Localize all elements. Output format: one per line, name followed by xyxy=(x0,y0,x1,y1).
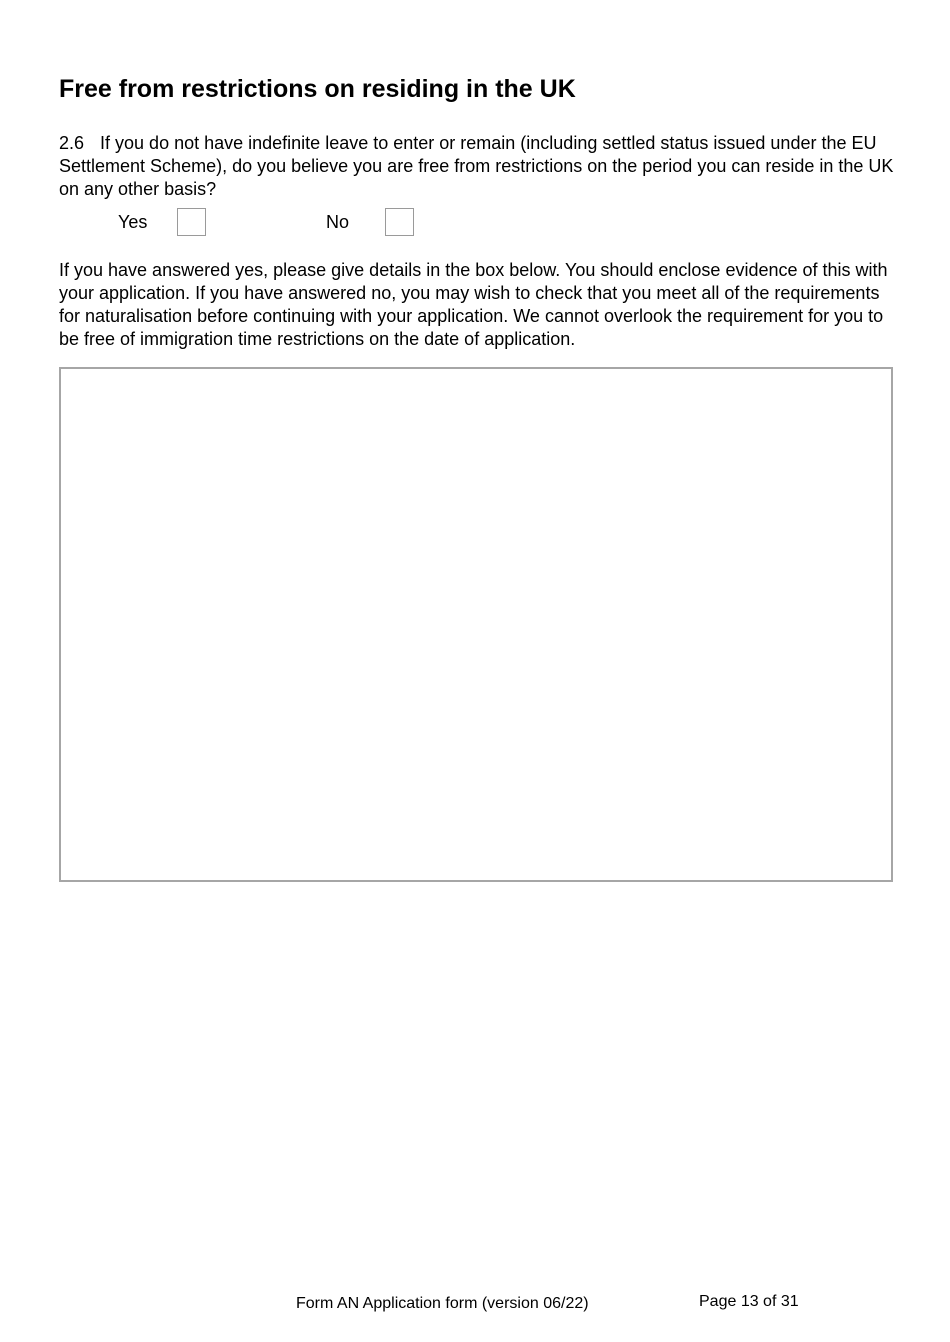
section-heading: Free from restrictions on residing in the UK xyxy=(59,75,576,103)
instructions-text: If you have answered yes, please give details in the box below. You should enclose evidence of this with your application. If you have answered no, you may wish to check that you meet all of the requirements for naturalisation before continuing with your application. We cannot overlook the requirement for you to be free of immigration time restrictions on the date of application. xyxy=(59,260,888,349)
no-checkbox[interactable] xyxy=(385,208,414,236)
question-number: 2.6 xyxy=(59,133,85,153)
question-2-6 xyxy=(59,132,899,201)
footer-form-name: Form AN Application form (version 06/22) xyxy=(296,1295,589,1312)
footer-page-number: Page 13 of 31 xyxy=(699,1293,799,1310)
details-input[interactable] xyxy=(59,367,893,882)
yes-label: Yes xyxy=(118,212,148,232)
question-text: If you do not have indefinite leave to enter or remain (including settled status issued under the EU Settlement Scheme), do you believe you are free from restrictions on the period you can reside in the UK on any other basis? xyxy=(59,133,894,199)
no-label: No xyxy=(326,212,350,232)
yes-checkbox[interactable] xyxy=(177,208,206,236)
